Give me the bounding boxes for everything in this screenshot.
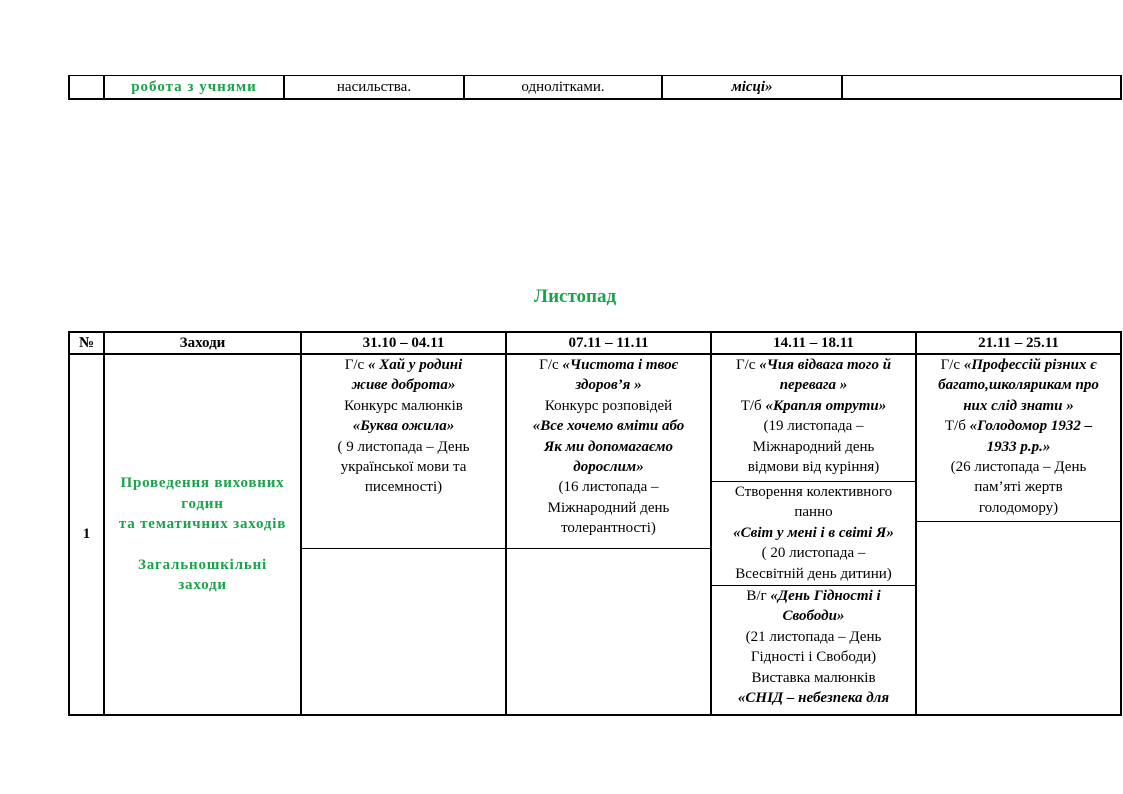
event-text: панно — [794, 504, 833, 521]
week-1-empty-block — [302, 548, 505, 714]
category-line: Проведення виховних — [120, 475, 285, 492]
table-cell: насильства. — [284, 76, 464, 100]
event-text: Виставка малюнків — [751, 669, 876, 686]
event-type: Т/б — [944, 418, 970, 435]
event-text: Конкурс малюнків — [344, 397, 463, 414]
event-text: ( 9 листопада – День — [337, 438, 470, 455]
header-number: № — [69, 332, 104, 354]
event-text: ( 20 листопада – — [761, 545, 866, 562]
header-week-3: 14.11 – 18.11 — [711, 332, 916, 354]
event-title: живе доброта» — [351, 377, 456, 394]
event-title: 1933 р.р.» — [986, 438, 1051, 455]
event-text: Міжнародний день — [547, 499, 670, 516]
previous-table-fragment — [68, 75, 1122, 100]
event-text: (16 листопада – — [558, 479, 659, 496]
event-title: «СНІД – небезпека для — [737, 690, 890, 707]
header-week-2: 07.11 – 11.11 — [506, 332, 711, 354]
event-title: дорослим» — [573, 459, 644, 476]
event-type: Г/с — [940, 357, 964, 373]
week-2-cell — [506, 354, 711, 715]
event-title: «Крапля отрути» — [765, 397, 887, 414]
event-title: « Хай у родині — [367, 357, 463, 373]
header-week-4: 21.11 – 25.11 — [916, 332, 1121, 354]
event-text: (21 листопада – День — [745, 628, 882, 645]
event-text: Всесвітній день дитини) — [735, 565, 892, 582]
event-text: Створення колективного — [734, 484, 893, 500]
week-3-cell — [711, 354, 916, 715]
page-title: Листопад — [533, 286, 617, 307]
event-title: здоров’я » — [575, 377, 642, 394]
header-week-1: 31.10 – 04.11 — [301, 332, 506, 354]
event-text: (26 листопада – День — [950, 459, 1087, 476]
event-text: пам’яті жертв — [974, 479, 1063, 496]
week-4-events — [917, 355, 1120, 521]
event-title: «Чия відвага того й — [759, 357, 892, 373]
table-cell: однолітками. — [464, 76, 662, 100]
event-text: (19 листопада – — [763, 418, 864, 435]
event-type: Г/с — [344, 357, 368, 373]
category-line: годин — [181, 495, 224, 512]
event-title: «Все хочемо вміти або — [532, 418, 685, 435]
event-type: В/г — [746, 588, 771, 604]
category-cell — [104, 354, 301, 715]
table-row — [69, 76, 1121, 100]
category-line: заходи — [178, 577, 227, 594]
event-title: «Профессій різних є — [963, 357, 1097, 373]
category-line: та тематичних заходів — [118, 516, 287, 533]
event-title: багато,школярикам про — [938, 377, 1099, 394]
event-type: Г/с — [735, 357, 760, 373]
event-title: Як ми допомагаємо — [543, 438, 674, 455]
event-title: «Світ у мені і в світі Я» — [733, 524, 894, 541]
table-cell: місці» — [662, 76, 842, 100]
table-cell — [69, 76, 104, 100]
event-text: Конкурс розповідей — [544, 397, 673, 414]
event-title: «Чистота і твоє — [562, 357, 678, 373]
week-1-events — [302, 355, 505, 548]
event-text: української мови та — [340, 459, 467, 476]
event-text: писемності) — [364, 479, 443, 496]
event-text: відмови від куріння) — [747, 459, 880, 476]
week-4-empty-block — [917, 521, 1120, 714]
activities-table — [68, 331, 1122, 716]
event-title: «Голодомор 1932 – — [969, 418, 1093, 435]
event-type: Т/б — [740, 397, 766, 414]
row-number: 1 — [69, 354, 104, 715]
category-line: Загальношкільні — [138, 556, 267, 573]
week-1-cell — [301, 354, 506, 715]
table-header-row — [69, 332, 1121, 354]
event-text: толерантності) — [561, 520, 656, 537]
event-title: «День Гідності і — [770, 588, 881, 604]
header-activities: Заходи — [104, 332, 301, 354]
week-2-events — [507, 355, 710, 548]
table-row — [69, 354, 1121, 715]
week-3-block-1 — [712, 355, 915, 481]
event-title: них слід знати » — [963, 397, 1074, 414]
event-title: перевага » — [779, 377, 848, 394]
event-title: «Буква ожила» — [352, 418, 455, 435]
week-3-block-2 — [712, 481, 915, 585]
event-text: голодомору) — [978, 499, 1059, 516]
category-spacer — [105, 535, 300, 555]
event-title: Свободи» — [782, 608, 845, 625]
week-2-empty-block — [507, 548, 710, 714]
table-cell — [842, 76, 1121, 100]
event-type: Г/с — [539, 357, 563, 373]
event-text: Міжнародний день — [752, 438, 875, 455]
table-cell: робота з учнями — [104, 76, 284, 100]
event-text: Гідності і Свободи) — [750, 649, 877, 666]
week-4-cell — [916, 354, 1121, 715]
week-3-block-3 — [712, 585, 915, 714]
